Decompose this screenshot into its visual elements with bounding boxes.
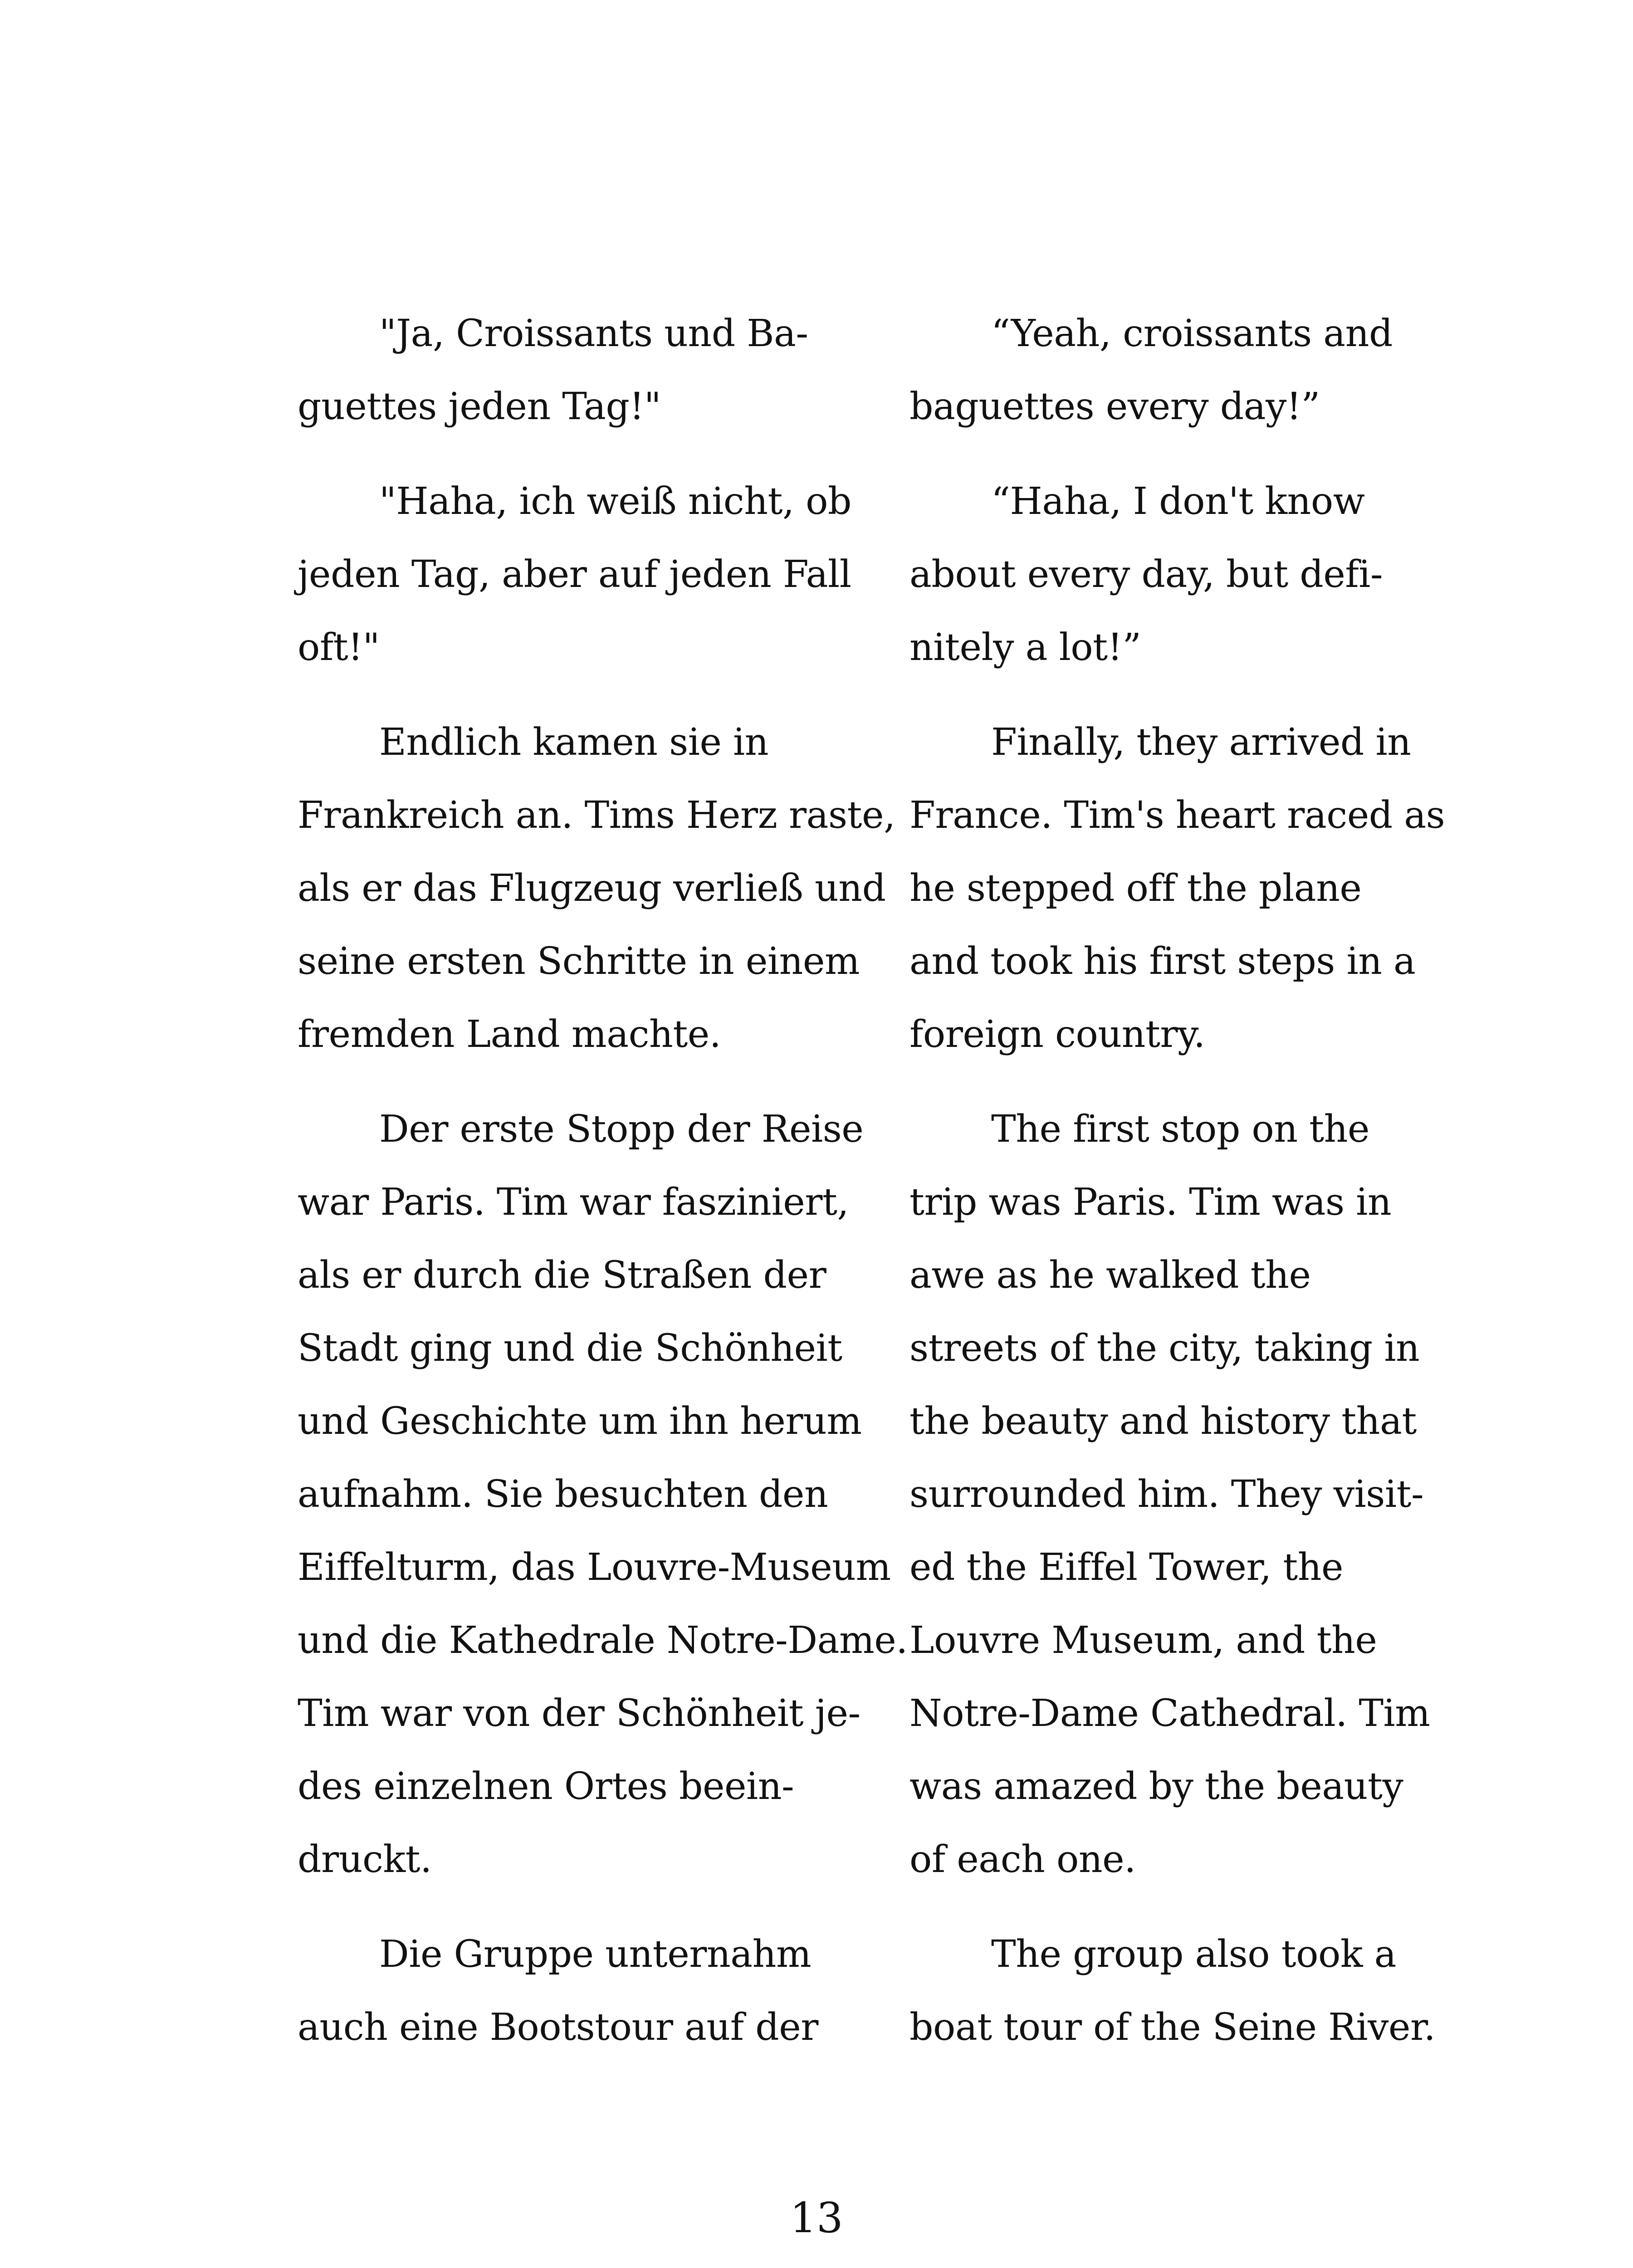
page-number: 13 bbox=[790, 2194, 843, 2242]
text-line: Frankreich an. Tims Herz raste, bbox=[298, 794, 895, 837]
paragraph-gap bbox=[298, 443, 887, 465]
text-line: jeden Tag, aber auf jeden Fall bbox=[298, 553, 851, 596]
text-line: about every day, but defi- bbox=[909, 553, 1383, 596]
text-line: the beauty and history that bbox=[909, 1400, 1417, 1443]
text-line: surrounded him. They visit- bbox=[909, 1473, 1424, 1516]
text-line: als er durch die Straßen der bbox=[298, 1254, 826, 1297]
text-line: seine ersten Schritte in einem bbox=[298, 940, 860, 983]
text-line: “Haha, I don't know bbox=[991, 480, 1365, 523]
text-line: The first stop on the bbox=[991, 1108, 1369, 1151]
paragraph-gap bbox=[909, 443, 1499, 465]
text-line: of each one. bbox=[909, 1838, 1136, 1881]
text-line: Finally, they arrived in bbox=[991, 721, 1411, 764]
text-line: und Geschichte um ihn herum bbox=[298, 1400, 862, 1443]
text-line: foreign country. bbox=[909, 1013, 1205, 1056]
paragraph bbox=[909, 706, 1499, 1071]
paragraph-gap bbox=[909, 1071, 1499, 1093]
paragraph bbox=[298, 1093, 908, 1896]
text-line: "Haha, ich weiß nicht, ob bbox=[379, 480, 851, 523]
paragraph bbox=[909, 297, 1499, 443]
text-line: Die Gruppe unternahm bbox=[379, 1933, 812, 1976]
paragraph-gap bbox=[298, 1896, 887, 1918]
text-line: France. Tim's heart raced as bbox=[909, 794, 1445, 837]
text-line: Stadt ging und die Schönheit bbox=[298, 1327, 842, 1370]
text-line: baguettes every day!” bbox=[909, 385, 1320, 428]
english-text-column bbox=[909, 297, 1499, 2064]
text-line: und die Kathedrale Notre-Dame. bbox=[298, 1619, 908, 1662]
paragraph-gap bbox=[909, 684, 1499, 706]
text-line: fremden Land machte. bbox=[298, 1013, 721, 1056]
text-line: Der erste Stopp der Reise bbox=[379, 1108, 864, 1151]
text-line: was amazed by the beauty bbox=[909, 1765, 1403, 1808]
paragraph bbox=[298, 1918, 887, 2064]
text-line: Louvre Museum, and the bbox=[909, 1619, 1377, 1662]
paragraph bbox=[909, 1918, 1499, 2064]
text-line: boat tour of the Seine River. bbox=[909, 2006, 1436, 2049]
text-line: Endlich kamen sie in bbox=[379, 721, 769, 764]
paragraph bbox=[909, 465, 1499, 684]
text-line: war Paris. Tim war fasziniert, bbox=[298, 1181, 849, 1224]
text-line: awe as he walked the bbox=[909, 1254, 1311, 1297]
paragraph-gap bbox=[909, 1896, 1499, 1918]
text-line: he stepped off the plane bbox=[909, 867, 1362, 910]
paragraph bbox=[298, 297, 887, 443]
text-line: nitely a lot!” bbox=[909, 626, 1141, 669]
german-text-column bbox=[298, 297, 908, 2064]
text-line: "Ja, Croissants und Ba- bbox=[379, 312, 808, 355]
paragraph bbox=[298, 465, 887, 684]
text-line: druckt. bbox=[298, 1838, 432, 1881]
paragraph-gap bbox=[298, 1071, 887, 1093]
text-line: als er das Flugzeug verließ und bbox=[298, 867, 886, 910]
paragraph-gap bbox=[298, 684, 887, 706]
text-line: The group also took a bbox=[991, 1933, 1396, 1976]
text-line: ed the Eiffel Tower, the bbox=[909, 1546, 1344, 1589]
text-line: Tim war von der Schönheit je- bbox=[298, 1692, 861, 1735]
text-line: trip was Paris. Tim was in bbox=[909, 1181, 1392, 1224]
text-line: and took his first steps in a bbox=[909, 940, 1416, 983]
text-line: Eiffelturm, das Louvre-Museum bbox=[298, 1546, 891, 1589]
text-line: streets of the city, taking in bbox=[909, 1327, 1420, 1370]
text-line: des einzelnen Ortes beein- bbox=[298, 1765, 794, 1808]
text-line: oft!" bbox=[298, 626, 380, 669]
text-line: auch eine Bootstour auf der bbox=[298, 2006, 818, 2049]
bat-icon bbox=[767, 2263, 939, 2268]
text-line: guettes jeden Tag!" bbox=[298, 385, 661, 428]
paragraph bbox=[909, 1093, 1499, 1896]
text-line: aufnahm. Sie besuchten den bbox=[298, 1473, 828, 1516]
text-line: Notre-Dame Cathedral. Tim bbox=[909, 1692, 1430, 1735]
paragraph bbox=[298, 706, 895, 1071]
text-line: “Yeah, croissants and bbox=[991, 312, 1393, 355]
